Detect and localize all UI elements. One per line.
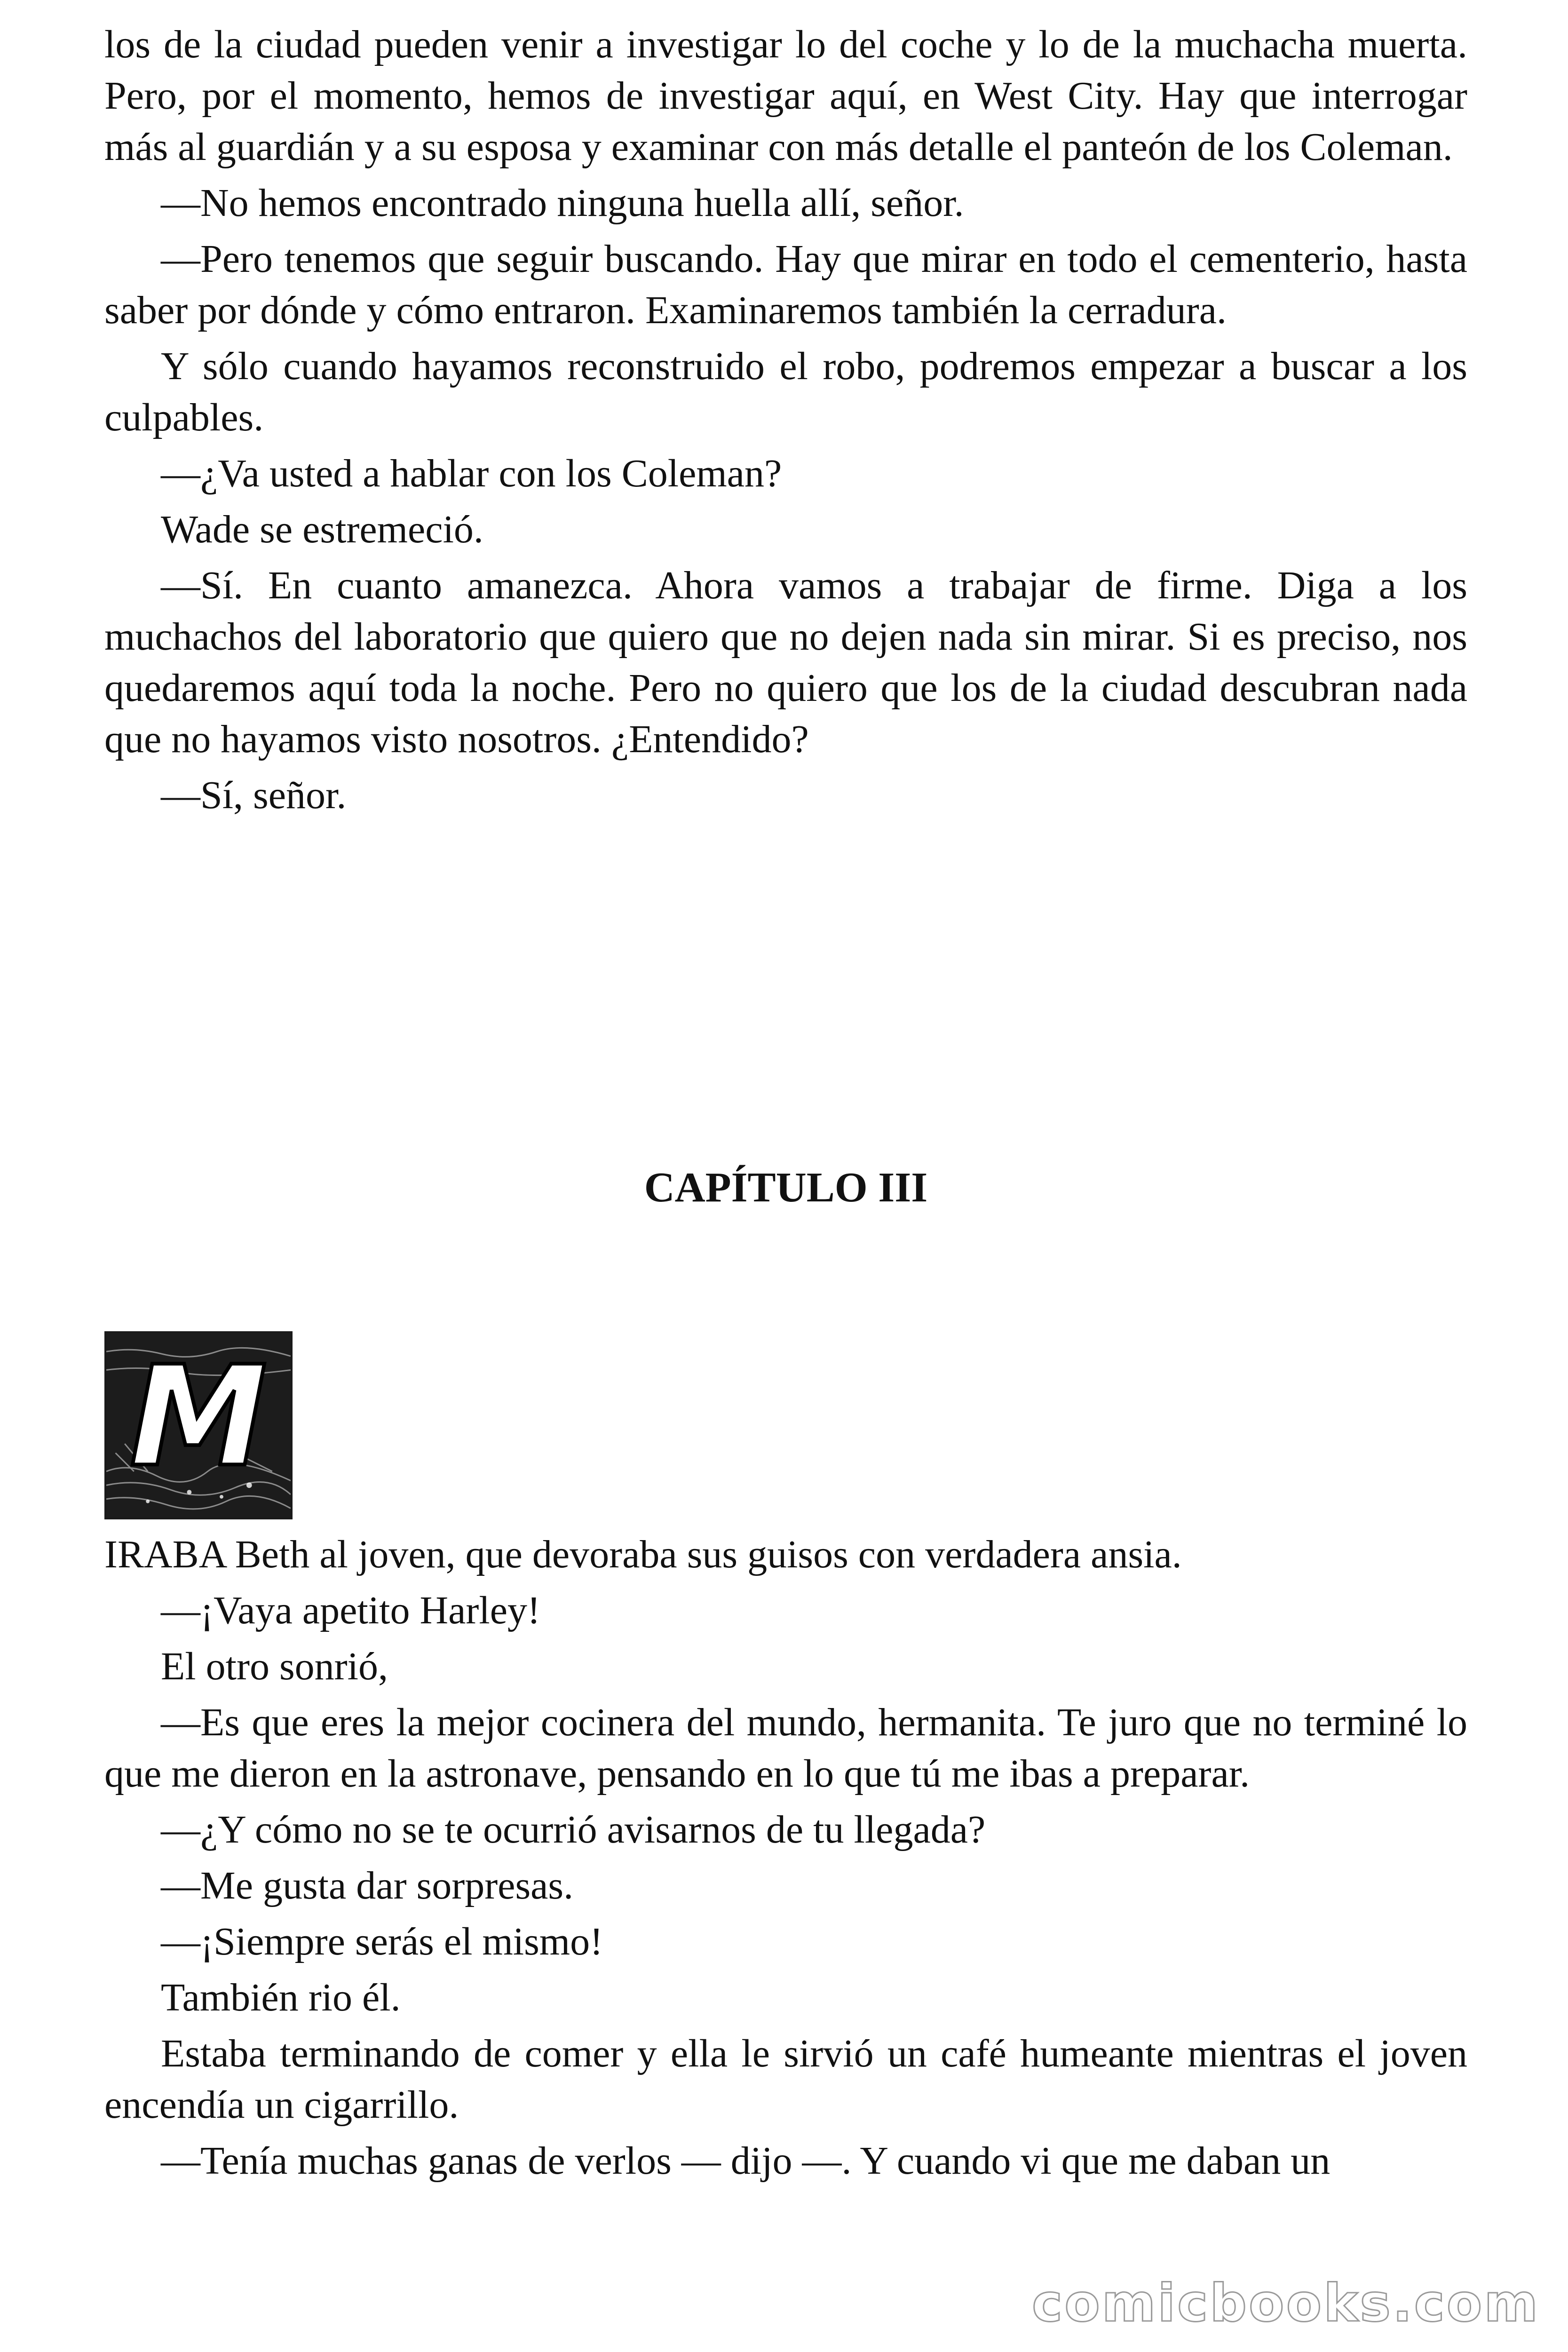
paragraph: También rio él. xyxy=(161,1976,401,2019)
paragraph: —No hemos encontrado ninguna huella allí, señor. xyxy=(161,181,964,225)
bottom-text-block xyxy=(104,1529,1467,2186)
paragraph: Estaba terminando de comer y ella le sirvió un café humeante mientras el joven encendía un cigarrillo. xyxy=(104,2032,1467,2127)
paragraph: —Sí, señor. xyxy=(161,773,347,817)
paragraph: IRABA Beth al joven, que devoraba sus guisos con verdadera ansia. xyxy=(104,1533,1182,1576)
watermark: comicbooks.com xyxy=(1032,2273,1540,2333)
paragraph: —¿Y cómo no se te ocurrió avisarnos de tu llegada? xyxy=(161,1808,986,1851)
paragraph: Wade se estremeció. xyxy=(161,508,483,551)
chapter-title: CAPÍTULO III xyxy=(644,1164,928,1211)
paragraph: —Pero tenemos que seguir buscando. Hay que mirar en todo el cementerio, hasta saber por dónde y cómo entraron. Examinaremos también la cerradura. xyxy=(104,237,1467,332)
paragraph: —¡Siempre serás el mismo! xyxy=(161,1920,603,1963)
paragraph: —Es que eres la mejor cocinera del mundo, hermanita. Te juro que no terminé lo que me dieron en la astronave, pensando en lo que tú me ibas a preparar. xyxy=(104,1700,1467,1796)
dropcap-letter: M xyxy=(129,1336,268,1498)
dropcap-illustration xyxy=(104,1331,293,1519)
paragraph: los de la ciudad pueden venir a investigar lo del coche y lo de la muchacha muerta. Pero, por el momento, hemos de investigar aquí, en West City. Hay que interrogar más al guardián y a su esposa y examinar con más detalle el panteón de los Coleman. xyxy=(104,23,1467,169)
paragraph: —Sí. En cuanto amanezca. Ahora vamos a trabajar de firme. Diga a los muchachos del laboratorio que quiero que no dejen nada sin mirar. Si es preciso, nos quedaremos aquí toda la noche. Pero no quiero que los de la ciudad descubran nada que no hayamos visto nosotros. ¿Entendido? xyxy=(104,564,1467,761)
paragraph: —Tenía muchas ganas de verlos — dijo —. Y cuando vi que me daban un xyxy=(161,2139,1330,2183)
paragraph: El otro sonrió, xyxy=(161,1645,388,1688)
paragraph: —Me gusta dar sorpresas. xyxy=(161,1864,574,1907)
paragraph: —¡Vaya apetito Harley! xyxy=(161,1589,540,1632)
top-text-block xyxy=(104,19,1467,821)
paragraph: Y sólo cuando hayamos reconstruido el robo, podremos empezar a buscar a los culpables. xyxy=(104,344,1467,439)
paragraph: —¿Va usted a hablar con los Coleman? xyxy=(161,452,782,495)
